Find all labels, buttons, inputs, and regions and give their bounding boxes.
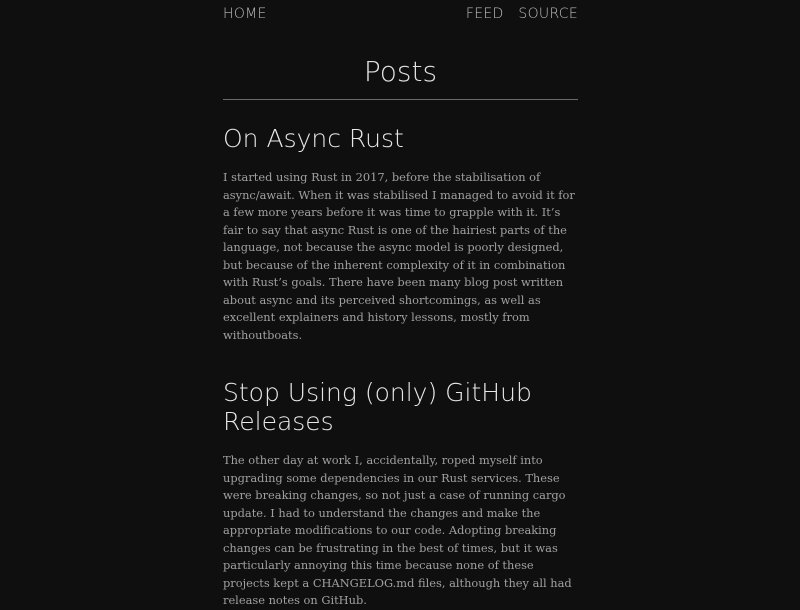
nav-right-group: [456, 6, 578, 22]
page-title: Posts: [363, 55, 438, 88]
post-item: [223, 378, 578, 610]
post-title: [223, 124, 578, 153]
post-title: [223, 378, 578, 436]
post-excerpt: I started using Rust in 2017, before the stabilisation of async/await. When it was stabilised I managed to avoid it for a few more years before it was time to grapple with it. It’s fair to say that async Rust is one of the hairiest parts of the language, not because the async model is poorly designed, but because of the inherent complexity of it in combination with Rust’s goals. There have been many blog post written about async and its perceived shortcomings, as well as excellent explainers and history lessons, mostly from withoutboats.: [223, 170, 575, 342]
post-title-link[interactable]: Stop Using (only) GitHub Releases: [223, 378, 532, 436]
post-title-link[interactable]: On Async Rust: [223, 124, 404, 153]
nav-home-link[interactable]: HOME: [223, 6, 267, 22]
nav-source-link[interactable]: SOURCE: [518, 6, 578, 22]
nav-feed-link[interactable]: FEED: [465, 6, 504, 22]
top-nav: [223, 0, 578, 30]
page-container: [223, 0, 578, 610]
post-item: [223, 124, 578, 344]
post-excerpt: The other day at work I, accidentally, roped myself into upgrading some dependencies in our Rust services. These were breaking changes, so not just a case of running cargo update. I had to understand the changes and make the appropriate modifications to our code. Adopting breaking changes can be frustrating in the best of times, but it was particularly annoying this time because none of these projects kept a CHANGELOG.md files, although they all had release notes on GitHub.: [223, 453, 572, 607]
title-divider: [223, 99, 578, 100]
